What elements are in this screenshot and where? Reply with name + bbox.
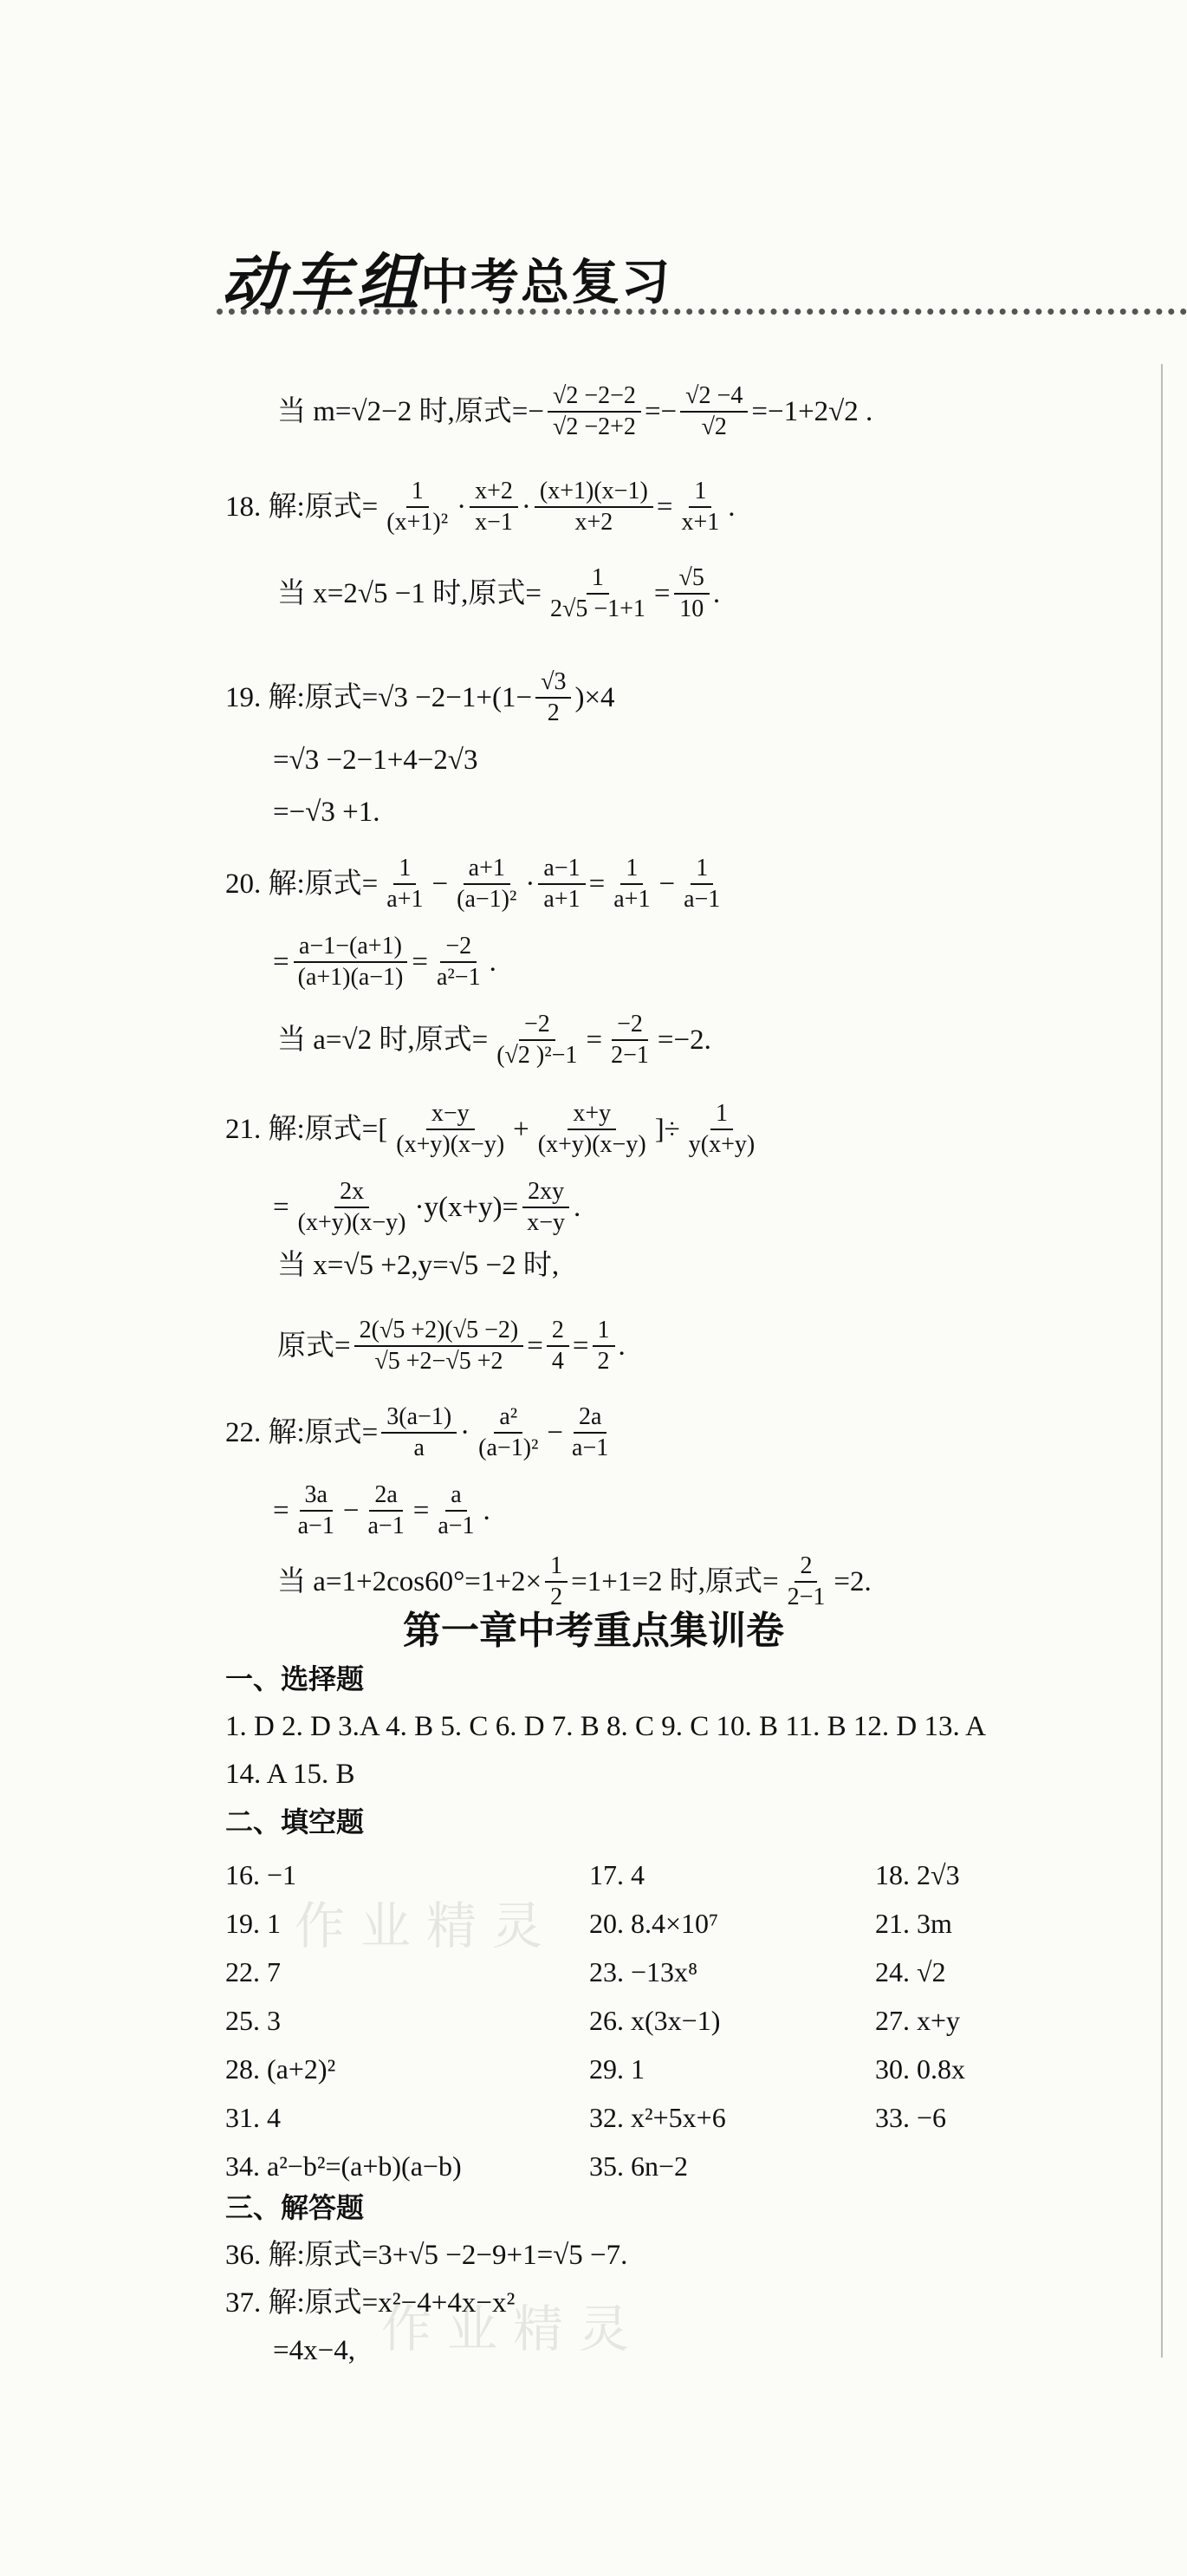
answer-21-step2: = $\frac{2x}{(x+y)(x-y)}$ ·y(x+y)= $\frac{2xy}{x-y}$ . xyxy=(273,1178,581,1236)
answer-22-step2: = $\frac{3a}{a-1}$ − $\frac{2a}{a-1}$ = $\frac{a}{a-1}$ . xyxy=(273,1481,490,1539)
header-divider xyxy=(217,309,1187,315)
answer-20-step3: 当 a=√2 时,原式= $\frac{-2}{\text{(√2 )²−1}}$ = $\frac{-2}{2-1}$ =−2. xyxy=(277,1011,711,1069)
answer-20: 20. 解:原式= $\frac{1}{a+1}$ − $\frac{a+1}{\text{(a−1)²}}$ · $\frac{a-1}{a+1}$ = $\frac{1}{a+1}$ − $\frac{1}{a-1}$ xyxy=(225,855,721,913)
watermark: 作业精灵 xyxy=(381,2300,645,2358)
page-subtitle: 中考总复习 xyxy=(420,255,671,311)
section-fill-heading: 二、填空题 xyxy=(225,1805,365,1838)
brand-logo: 动车组 xyxy=(221,245,425,319)
answer-19-step2: =√3 −2−1+4−2√3 xyxy=(273,745,478,776)
line-17-tail: 当 m=√ 2 −2 时,原式=− $\frac{√2 -2-2}{√2 -2+2}$ =− $\frac{√2 -4}{√2}$ =−1+2√2 . xyxy=(277,382,873,440)
section-choice-heading: 一、选择题 xyxy=(225,1662,365,1695)
answer-21: 21. 解:原式=[ $\frac{x-y}{(x+y)(x-y)}$ + $\frac{x+y}{(x+y)(x-y)}$ ]÷ $\frac{1}{y(x+y)}$ xyxy=(225,1100,756,1158)
fill-row: 16. −1 17. 4 18. 2√3 xyxy=(225,1858,960,1890)
fill-row: 19. 1 20. 8.4×10⁷ 21. 3m xyxy=(225,1907,952,1939)
chapter-title: 第一章中考重点集训卷 xyxy=(403,1609,784,1653)
fill-row: 34. a²−b²=(a+b)(a−b) 35. 6n−2 xyxy=(225,2150,689,2182)
choice-answers-1: 1. D 2. D 3.A 4. B 5. C 6. D 7. B 8. C 9. C 10. B 11. B 12. D 13. A xyxy=(225,1711,986,1742)
answer-19-step3: =−√3 +1. xyxy=(273,797,380,828)
choice-answers-2: 14. A 15. B xyxy=(225,1759,355,1790)
watermark: 作业精灵 xyxy=(295,1896,559,1955)
answer-37-step2: =4x−4, xyxy=(273,2335,355,2366)
answer-22-step3: 当 a=1+2cos60°=1+2× $\frac{1}{2}$ =1+1=2 时,原式= $\frac{2}{2-1}$ =2. xyxy=(277,1552,872,1610)
fill-row: 28. (a+2)² 29. 1 30. 0.8x xyxy=(225,2052,965,2085)
answer-19: 19. 解:原式=√3 −2−1+(1− $\frac{√3}{2}$ )×4 xyxy=(225,668,615,726)
answer-18: 18. 解:原式= $\frac{1}{\text{(x+1)²}}$ · $\frac{x+2}{x-1}$ · $\frac{(x+1)(x-1)}{x+2}$ = $\frac{1}{x+1}$ . xyxy=(225,478,736,536)
section-solve-heading: 三、解答题 xyxy=(225,2191,365,2224)
answer-21-step3: 当 x=√5 +2,y=√5 −2 时, xyxy=(277,1250,560,1281)
answer-37: 37. 解:原式=x²−4+4x−x² xyxy=(225,2287,516,2319)
answer-36: 36. 解:原式=3+√5 −2−9+1=√5 −7. xyxy=(225,2240,628,2271)
margin-line xyxy=(1161,364,1163,2358)
fill-row: 22. 7 23. −13x⁸ 24. √2 xyxy=(225,1955,946,1987)
fill-row: 25. 3 26. x(3x−1) 27. x+y xyxy=(225,2004,961,2036)
answer-18-step2: 当 x=2√5 −1 时,原式= $\frac{1}{2√5 -1+1}$ = $\frac{√5}{10}$ . xyxy=(277,564,721,622)
answer-20-step2: = $\frac{a-1-(a+1)}{(a+1)(a-1)}$ = $\frac{-2}{\text{a²−1}}$ . xyxy=(273,933,496,991)
answer-21-step4: 原式= $\frac{2(√5 +2)(√5 -2)}{√5 +2-√5 +2}$ = $\frac{2}{4}$ = $\frac{1}{2}$ . xyxy=(277,1317,626,1375)
answer-22: 22. 解:原式= $\frac{3(a-1)}{a}$ · $\frac{\text{a²}}{\text{(a−1)²}}$ − $\frac{2a}{a-1}$ xyxy=(225,1403,609,1461)
fill-row: 31. 4 32. x²+5x+6 33. −6 xyxy=(225,2101,947,2133)
